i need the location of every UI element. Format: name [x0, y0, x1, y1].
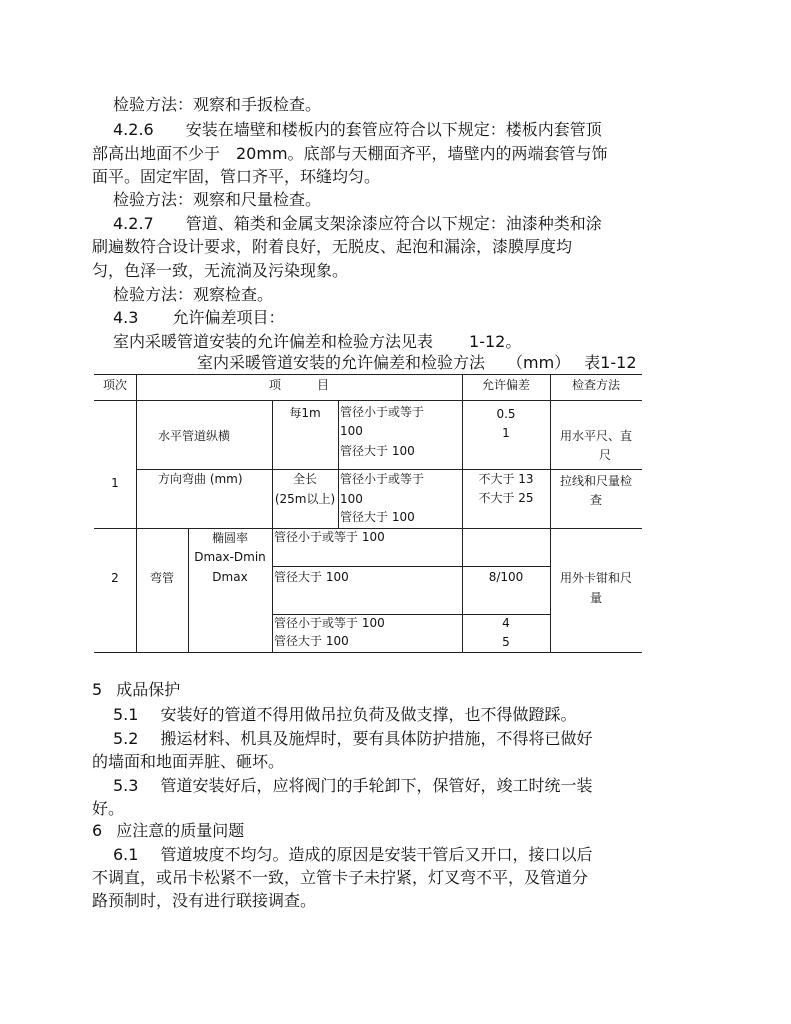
row1-b-cond1b: 100: [340, 492, 363, 506]
row2-cond3: 管径小于或等于 100: [274, 616, 385, 630]
row2-label: 弯管: [149, 571, 174, 585]
clause-4-2-7-line-1: [113, 214, 602, 234]
clause-text: 管道、箱类和金属支架涂漆应符合以下规定：油漆种类和涂: [185, 214, 602, 233]
paragraph-inspection-method-2: [113, 190, 321, 210]
table-col-rule-3b: [272, 528, 273, 652]
clause-number: 5.3: [113, 776, 139, 795]
section-6-heading: [92, 821, 244, 841]
clause-4-2-6-line-2: [92, 144, 608, 164]
row2-sub2: Dmax-Dmin: [194, 550, 266, 564]
table-rule-top: [94, 374, 642, 375]
clause-number: 4.2.6: [113, 120, 154, 139]
paragraph-inspection-method-1: [113, 95, 321, 115]
clause-text: 匀，色泽一致，无流淌及污染现象。: [92, 261, 349, 280]
row2-method-1: 用外卡钳和尺: [559, 571, 632, 585]
clause-number: 4.2.7: [113, 214, 154, 233]
clause-text: 刷遍数符合设计要求，附着良好，无脱皮、起泡和漏涂，漆膜厚度均: [92, 237, 573, 256]
row1-method-3: 拉线和尺量检: [559, 474, 632, 488]
paragraph-text: 检验方法：观察检查。: [113, 285, 274, 304]
row1-method-4: 查: [589, 493, 602, 507]
row2-number: 2: [111, 571, 119, 585]
table-rule-bottom: [94, 652, 642, 653]
table-reference: 1-12。: [469, 332, 522, 351]
clause-number: 4.3: [113, 308, 139, 327]
clause-5-3-line-2: [92, 799, 124, 819]
row1-b-value1: 不大于 13: [478, 472, 534, 486]
row1-b-label: 方向弯曲 (mm): [158, 472, 243, 486]
clause-text: 好。: [92, 799, 125, 818]
clause-5-3-line-1: [113, 776, 592, 796]
table-rule-header: [94, 400, 642, 401]
row1-a-cond1: 管径小于或等于: [340, 405, 425, 419]
row1-b-sub2: (25m以上): [274, 492, 336, 506]
row1-b-cond2: 管径大于 100: [340, 510, 415, 524]
section-title: 应注意的质量问题: [116, 821, 245, 840]
header-allowed-deviation: 允许偏差: [481, 378, 530, 392]
section-number: 6: [92, 821, 103, 840]
clause-number: 5.1: [113, 705, 139, 724]
clause-5-1: [113, 705, 576, 725]
clause-4-2-6-line-3: [92, 167, 380, 187]
row2-value2: 8/100: [488, 570, 524, 584]
row1-b-value2: 不大于 25: [478, 491, 534, 505]
table-rule-row2-a: [272, 566, 550, 567]
row1-method-1: 用水平尺、直: [559, 429, 632, 443]
row1-b-cond1: 管径小于或等于: [340, 472, 425, 486]
clause-text: 管道坡度不均匀。造成的原因是安装干管后又开口，接口以后: [160, 845, 593, 864]
clause-4-2-7-line-2: [92, 237, 572, 257]
header-inspection-method: 检查方法: [571, 378, 620, 392]
table-caption-number: 表1-12: [584, 353, 637, 372]
clause-text: 允许偏差项目：: [172, 308, 285, 327]
clause-6-1-line-1: [113, 845, 592, 865]
row2-sub3: Dmax: [212, 570, 248, 584]
clause-text: 安装在墙壁和楼板内的套管应符合以下规定：楼板内套管顶: [185, 120, 602, 139]
section-5-heading: [92, 680, 180, 700]
row2-cond2: 管径大于 100: [274, 570, 349, 584]
clause-6-1-line-2: [92, 868, 588, 888]
row1-a-value2: 1: [502, 426, 510, 440]
section-number: 5: [92, 680, 103, 699]
table-col-rule-1: [136, 374, 137, 652]
row1-a-cond1b: 100: [340, 424, 363, 438]
row2-method-2: 量: [589, 591, 602, 605]
header-item-no: 项次: [102, 378, 127, 392]
header-item: 项 目: [268, 378, 329, 392]
paragraph-text: 检验方法：观察和手扳检查。: [113, 95, 322, 114]
row1-method-2: 尺: [598, 448, 611, 462]
clause-text: 管道安装好后，应将阀门的手轮卸下，保管好，竣工时统一装: [160, 776, 593, 795]
paragraph-text: 检验方法：观察和尺量检查。: [113, 190, 322, 209]
row1-number: 1: [111, 476, 119, 490]
clause-text: 的墙面和地面弄脏、砸坏。: [92, 752, 285, 771]
clause-4-2-7-line-3: [92, 261, 348, 281]
table-col-rule-5: [550, 374, 551, 652]
paragraph-inspection-method-3: [113, 285, 273, 305]
clause-number: 5.2: [113, 729, 139, 748]
clause-4-2-6-line-1: [113, 120, 602, 140]
clause-text: 面平。固定牢固，管口齐平，环缝均匀。: [92, 167, 381, 186]
clause-text: 不调直，或吊卡松紧不一致，立管卡子未拧紧，灯叉弯不平，及管道分: [92, 868, 589, 887]
section-title: 成品保护: [116, 680, 181, 699]
clause-5-2-line-1: [113, 729, 592, 749]
clause-text: 搬运材料、机具及施焊时，要有具体防护措施，不得将已做好: [160, 729, 593, 748]
row1-a-cond2: 管径大于 100: [340, 444, 415, 458]
row1-b-sub1: 全长: [292, 472, 317, 486]
clause-text: 安装好的管道不得用做吊拉负荷及做支撑，也不得做蹬踩。: [160, 705, 577, 724]
table-reference-line: [113, 332, 521, 352]
table-caption-title: 室内采暖管道安装的允许偏差和检验方法: [197, 353, 486, 372]
row2-cond4: 管径大于 100: [274, 634, 349, 648]
clause-text: 路预制时，没有进行联接调查。: [92, 891, 317, 910]
row1-a-sub: 每1m: [289, 406, 321, 420]
clause-number: 6.1: [113, 845, 139, 864]
row1-a-label: 水平管道纵横: [158, 429, 231, 443]
row2-sub1: 椭圆率: [211, 531, 248, 545]
tolerance-table: [94, 352, 642, 654]
row2-value3: 4: [502, 616, 510, 630]
row1-a-value1: 0.5: [496, 407, 516, 421]
row2-cond1: 管径小于或等于 100: [274, 530, 385, 544]
clause-5-2-line-2: [92, 752, 284, 772]
clause-4-3: [113, 308, 284, 328]
row2-value4: 5: [502, 635, 510, 649]
reference-text: 室内采暖管道安装的允许偏差和检验方法见表: [113, 332, 434, 351]
clause-text: 部高出地面不少于 20mm。底部与天棚面齐平，墙壁内的两端套管与饰: [92, 144, 608, 163]
table-caption-unit: （mm）: [507, 353, 571, 372]
clause-6-1-line-3: [92, 891, 316, 911]
